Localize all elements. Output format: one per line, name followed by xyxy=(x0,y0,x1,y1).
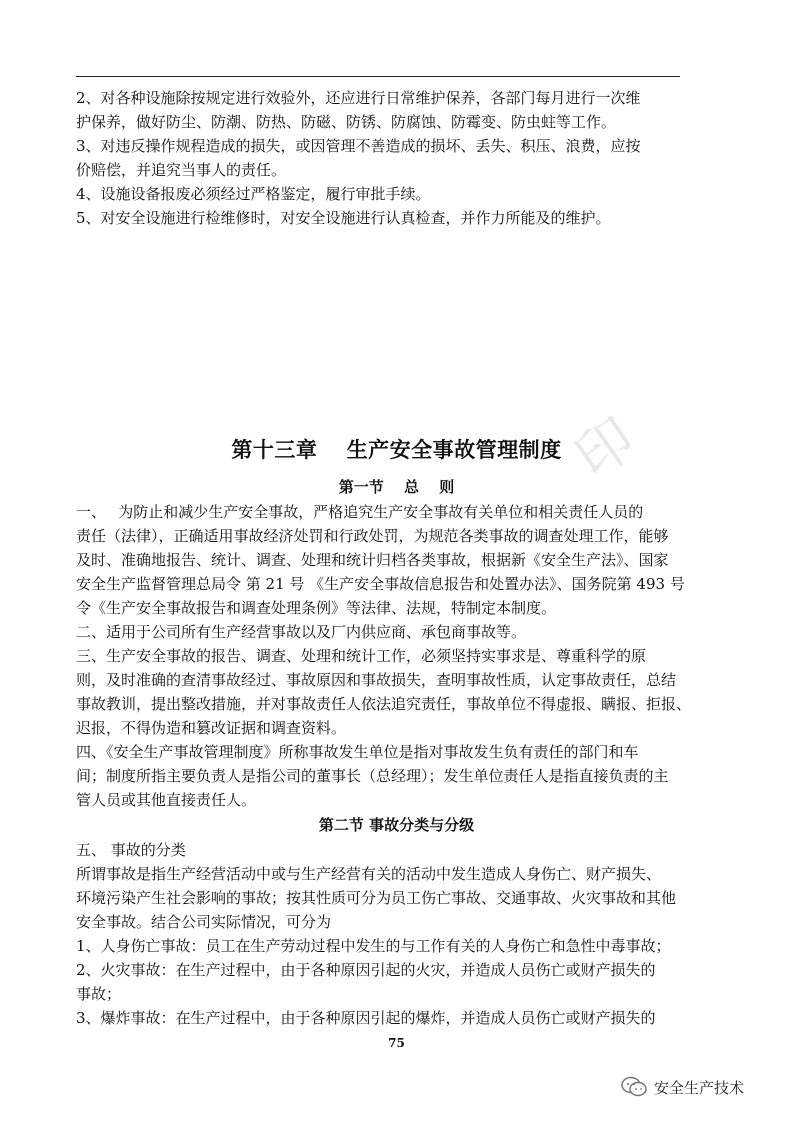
paragraph-line: 5、对安全设施进行检维修时，对安全设施进行认真检查，并作力所能及的维护。 xyxy=(76,209,611,227)
paragraph-line: 管人员或其他直接责任人。 xyxy=(76,791,257,809)
paragraph-line: 1、人身伤亡事故：员工在生产劳动过程中发生的与工作有关的人身伤亡和急性中毒事故； xyxy=(76,937,671,955)
paragraph-line: 事故教训，提出整改措施，并对事故责任人依法追究责任，事故单位不得虚报、瞒报、拒报、 xyxy=(76,695,692,713)
page-number: 75 xyxy=(388,1036,405,1050)
paragraph-line: 四、《安全生产事故管理制度》所称事故发生单位是指对事故发生负有责任的部门和车 xyxy=(76,743,639,761)
chapter-title: 第十三章 生产安全事故管理制度 xyxy=(231,437,562,462)
paragraph-line: 及时、准确地报告、统计、调查、处理和统计归档各类事故，根据新《安全生产法》、国家 xyxy=(76,551,669,569)
section-title: 第一节 总 则 xyxy=(338,478,455,496)
paragraph-line: 三、生产安全事故的报告、调查、处理和统计工作，必须坚持实事求是、尊重科学的原 xyxy=(76,647,647,665)
paragraph-line: 3、爆炸事故：在生产过程中，由于各种原因引起的爆炸，并造成人员伤亡或财产损失的 xyxy=(76,1009,656,1027)
paragraph-line: 令《生产安全事故报告和调查处理条例》等法律、法规，特制定本制度。 xyxy=(76,599,557,617)
paragraph-line: 3、对违反操作规程造成的损失，或因管理不善造成的损坏、丢失、积压、浪费，应按 xyxy=(76,137,641,155)
paragraph-line: 所谓事故是指生产经营活动中或与生产经营有关的活动中发生造成人身伤亡、财产损失、 xyxy=(76,865,662,883)
paragraph-line: 事故； xyxy=(76,985,122,1003)
paragraph-line: 迟报，不得伪造和篡改证据和调查资料。 xyxy=(76,719,347,737)
paragraph-line: 2、火灾事故：在生产过程中，由于各种原因引起的火灾，并造成人员伤亡或财产损失的 xyxy=(76,961,656,979)
paragraph-line: 价赔偿，并追究当事人的责任。 xyxy=(76,161,287,179)
paragraph-line: 安全生产监督管理总局令 第 21 号 《生产安全事故信息报告和处置办法》、国务院第 493 号 xyxy=(76,575,685,593)
paragraph-line: 一、 为防止和减少生产安全事故，严格追究生产安全事故有关单位和相关责任人员的 xyxy=(76,503,644,521)
paragraph-line: 间；制度所指主要负责人是指公司的董事长（总经理）；发生单位责任人是指直接负责的主 xyxy=(76,767,669,785)
paragraph-line: 环境污染产生社会影响的事故；按其性质可分为员工伤亡事故、交通事故、火灾事故和其他 xyxy=(76,889,677,907)
watermark: 印 xyxy=(564,406,648,492)
paragraph-line: 责任（法律），正确适用事故经济处罚和行政处罚，为规范各类事故的调查处理工作，能够 xyxy=(76,527,669,545)
paragraph-line: 2、对各种设施除按规定进行效验外，还应进行日常维护保养，各部门每月进行一次维 xyxy=(76,89,641,107)
section-title: 第二节 事故分类与分级 xyxy=(318,816,475,834)
brand-footer xyxy=(620,1076,744,1098)
paragraph-line: 五、 事故的分类 xyxy=(76,841,186,859)
paragraph-line: 安全事故。结合公司实际情况，可分为 xyxy=(76,913,332,931)
paragraph-line: 二、适用于公司所有生产经营事故以及厂内供应商、承包商事故等。 xyxy=(76,623,527,641)
header-rule xyxy=(76,76,680,77)
wechat-icon xyxy=(620,1076,648,1098)
paragraph-line: 护保养，做好防尘、防潮、防热、防磁、防锈、防腐蚀、防霉变、防虫蛀等工作。 xyxy=(76,113,617,131)
paragraph-line: 4、设施设备报废必须经过严格鉴定，履行审批手续。 xyxy=(76,185,431,203)
brand-name: 安全生产技术 xyxy=(654,1078,745,1097)
paragraph-line: 则，及时准确的查清事故经过、事故原因和事故损失，查明事故性质，认定事故责任，总结 xyxy=(76,671,677,689)
